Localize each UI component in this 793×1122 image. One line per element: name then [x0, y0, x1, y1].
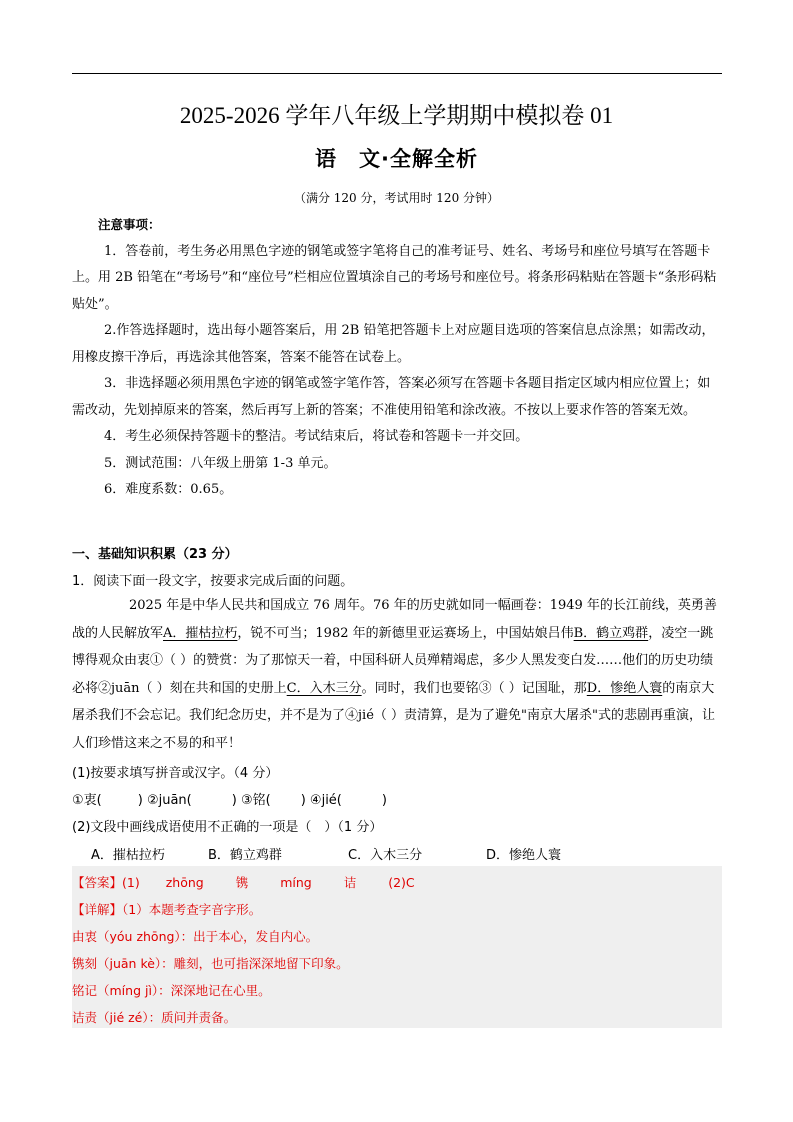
note-item: 6．难度系数：0.65。	[104, 482, 233, 497]
answer-label: 【答案】	[72, 875, 123, 890]
section-heading: 一、基础知识积累（23 分）	[72, 547, 238, 562]
option-b: B．鹤立鸡群	[208, 848, 282, 863]
idiom-d: D．惨绝人寰	[586, 680, 663, 696]
explanation-entry: 诘责（jié zé）：质问并责备。	[72, 1010, 237, 1025]
note-item: 3．非选择题必须用黑色字迹的钢笔或签字笔作答，答案必须写在答题卡各题目指定区域内相应位置上；如需改动，先划掉原来的答案，然后再写上新的答案；不准使用铅笔和涂改液。不按以上要求作答的答案无效。	[72, 376, 711, 418]
fill-item: ①衷(	[72, 793, 102, 808]
answer-line: 【答案】(1) zhōng 镌 míng 诘 (2)C	[72, 875, 415, 890]
explanation-entry: 镌刻（juān kè）：雕刻，也可指深深地留下印象。	[72, 956, 349, 971]
option-d: D．惨绝人寰	[486, 848, 562, 863]
explanation-entry: 铭记（míng jì）：深深地记在心里。	[72, 983, 271, 998]
page-subtitle: 语 文·全解全析	[315, 147, 478, 171]
fill-item: ②juān(	[146, 793, 192, 808]
page-title: 2025-2026 学年八年级上学期期中模拟卷 01	[179, 103, 614, 128]
sub-question-1: (1)按要求填写拼音或汉字。（4 分）	[72, 766, 279, 781]
option-c: C．入木三分	[348, 848, 423, 863]
score-note: （满分 120 分，考试用时 120 分钟）	[293, 191, 500, 205]
header-rule	[72, 73, 722, 74]
fill-item: ④jié(	[309, 793, 342, 808]
note-item: 4．考生必须保持答题卡的整洁。考试结束后，将试卷和答题卡一并交回。	[104, 429, 529, 444]
detail-label: 【详解】	[72, 902, 123, 917]
idiom-b: B．鹤立鸡群	[573, 625, 649, 641]
sub-question-2: (2)文段中画线成语使用不正确的一项是（ ）（1 分）	[72, 820, 383, 835]
notes-section	[72, 212, 722, 504]
fill-blank-row: ①衷( ) ②juān( ) ③铭( ) ④jié( )	[72, 793, 387, 808]
notes-heading: 注意事项：	[98, 217, 161, 232]
idiom-c: C．入木三分	[286, 680, 362, 696]
option-a: A．摧枯拉朽	[91, 848, 165, 863]
note-item: 2.作答选择题时，选出每小题答案后，用 2B 铅笔把答题卡上对应题目选项的答案信息点涂黑；如需改动，用橡皮擦干净后，再选涂其他答案，答案不能答在试卷上。	[72, 323, 715, 365]
reading-passage: 2025 年是中华人民共和国成立 76 周年。76 年的历史就如同一幅画卷：1949 年的长江前线，英勇善战的人民解放军A．摧枯拉朽，锐不可当；1982 年的新德里亚运赛场上，中国姑娘吕伟B．鹤立鸡群，凌空一跳博得观众由衷①（ ）的赞赏：为了那惊天一着，中国科研人员殚精竭虑，多少人黑发变白发……他们的历史功绩必将②juān（ ）刻在共和国的史册上C．入木三分。同时，我们也要铭③（ ）记国耻，那D．惨绝人寰的南京大屠杀我们不会忘记。我们纪念历史，并不是为了④jié（ ）责清算，是为了避免"南京大屠杀"式的悲剧再重演，让人们珍惜这来之不易的和平！	[72, 598, 717, 751]
note-item: 1．答卷前，考生务必用黑色字迹的钢笔或签字笔将自己的准考证号、姓名、考场号和座位号填写在答题卡上。用 2B 铅笔在“考场号”和“座位号”栏相应位置填涂自己的考场号和座位号。将条形码粘贴在答题卡“条形码粘贴处”。	[72, 243, 717, 312]
detail-line: 【详解】（1）本题考查字音字形。	[72, 902, 262, 917]
idiom-a: A．摧枯拉朽	[163, 625, 238, 641]
note-item: 5．测试范围：八年级上册第 1-3 单元。	[104, 455, 337, 471]
question-stem: 1．阅读下面一段文字，按要求完成后面的问题。	[72, 574, 354, 589]
explanation-entry: 由衷（yóu zhōng）：出于本心，发自内心。	[72, 929, 319, 944]
fill-item: ③铭(	[240, 793, 271, 808]
